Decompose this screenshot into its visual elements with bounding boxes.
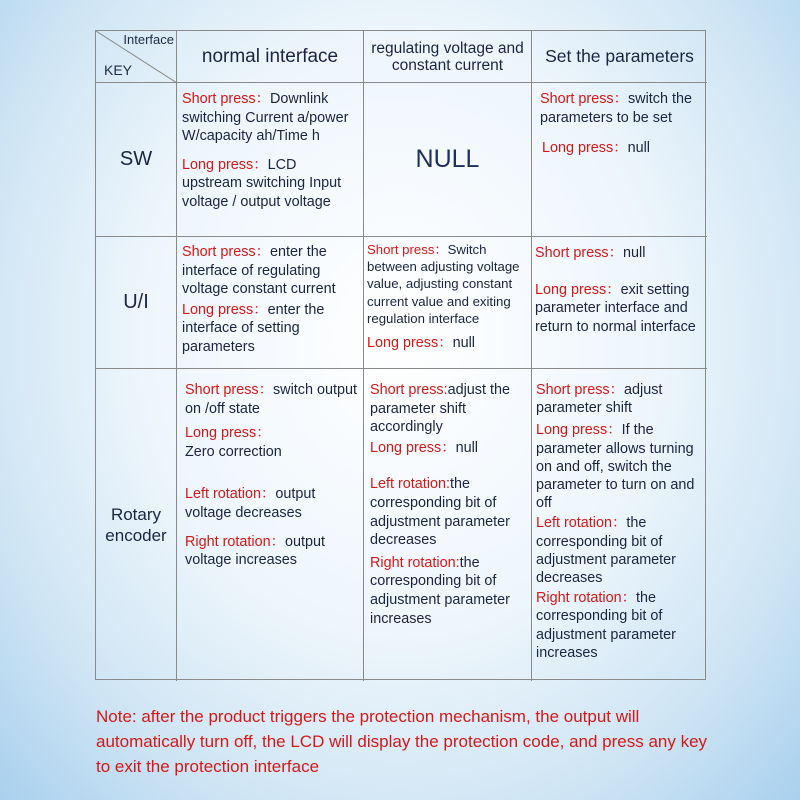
key-function-table <box>95 30 706 680</box>
long-press-text: null <box>452 335 475 352</box>
sw-set-short <box>540 90 703 127</box>
long-press-label: Long press： <box>542 140 628 157</box>
short-press-text: adjust parameter shift <box>536 382 663 417</box>
sw-normal-long <box>182 156 359 212</box>
enc-reg-right <box>370 554 527 628</box>
left-rotation-text: the corresponding bit of adjustment parameter decreases <box>370 476 510 549</box>
protection-note: Note: after the product triggers the protection mechanism, the output will automatically turn off, the LCD will display the protection code, and press any key to exit the protection interface <box>96 707 708 776</box>
header-set-parameters: Set the parameters <box>532 31 707 83</box>
key-sw: SW <box>96 83 177 237</box>
left-rotation-text: the corresponding bit of adjustment parameter decreases <box>536 515 676 587</box>
long-press-label: Long press： <box>185 425 271 442</box>
short-press-text: adjust the parameter shift accordingly <box>370 382 510 436</box>
ui-normal-short <box>182 243 359 299</box>
short-press-label: Short press： <box>367 242 448 257</box>
long-press-text: If the parameter allows turning on and off, switch the parameter to turn on and off <box>536 422 695 512</box>
enc-normal-long <box>185 424 359 461</box>
right-rotation-text: the corresponding bit of adjustment parameter increases <box>370 554 510 627</box>
left-rotation-label: Left rotation： <box>536 515 627 532</box>
short-press-label: Short press： <box>540 91 628 107</box>
left-rotation-label: Left rotation: <box>370 476 450 493</box>
key-rotary-encoder <box>96 369 177 681</box>
ui-normal-long <box>182 301 359 357</box>
enc-normal-left <box>185 485 359 522</box>
long-press-text: LCD upstream switching Input voltage / output voltage <box>182 156 342 210</box>
short-press-text: switch output on /off state <box>185 382 357 417</box>
key-ui: U/I <box>96 237 177 369</box>
short-press-text: Downlink switching Current a/power W/capacity ah/Time h <box>182 91 349 145</box>
encoder-set-params-cell <box>532 369 707 681</box>
long-press-label: Long press： <box>182 301 268 318</box>
ui-set-long <box>535 281 703 337</box>
ui-reg-long <box>367 335 528 352</box>
enc-set-left <box>536 514 703 587</box>
corner-key-label: KEY <box>104 62 133 78</box>
long-press-text: null <box>455 439 478 456</box>
enc-normal-right <box>185 533 359 570</box>
enc-normal-short <box>185 381 359 418</box>
short-press-label: Short press： <box>535 245 623 261</box>
long-press-label: Long press： <box>367 335 453 352</box>
enc-set-short <box>536 381 703 417</box>
sw-normal-cell <box>177 83 364 237</box>
long-press-text: null <box>627 140 650 157</box>
short-press-label: Short press： <box>182 91 270 107</box>
long-press-text: exit setting parameter interface and return to normal interface <box>535 281 696 335</box>
encoder-normal-cell <box>177 369 364 681</box>
key-rotary-line1: Rotary <box>110 505 162 524</box>
enc-set-right <box>536 589 703 662</box>
short-press-text: null <box>622 245 646 261</box>
long-press-label: Long press： <box>182 156 268 173</box>
header-normal-interface: normal interface <box>177 31 364 83</box>
key-rotary-line2: encoder <box>105 526 167 545</box>
right-rotation-label: Right rotation： <box>536 590 636 607</box>
ui-normal-cell <box>177 237 364 369</box>
right-rotation-text: the corresponding bit of adjustment parameter increases <box>536 590 676 661</box>
long-press-label: Long press： <box>535 281 621 298</box>
short-press-label: Short press： <box>182 244 270 260</box>
right-rotation-label: Right rotation: <box>370 554 460 571</box>
long-press-label: Long press： <box>536 422 622 439</box>
table-corner-cell <box>96 31 177 83</box>
short-press-text: switch the parameters to be set <box>540 91 692 126</box>
ui-set-short <box>535 244 703 263</box>
short-press-text: Switch between adjusting voltage value, adjusting constant current value and exiting regulation interface <box>367 242 520 326</box>
short-press-text: enter the interface of regulating voltage constant current <box>182 244 336 298</box>
encoder-regulating-cell <box>364 369 532 681</box>
sw-normal-short <box>182 90 359 146</box>
enc-reg-long <box>370 439 527 458</box>
sw-set-long <box>540 139 703 158</box>
long-press-text: Zero correction <box>185 443 282 460</box>
enc-reg-left <box>370 475 527 549</box>
short-press-label: Short press： <box>536 382 624 398</box>
left-rotation-text: output voltage decreases <box>185 486 316 521</box>
long-press-label: Long press： <box>370 439 456 456</box>
enc-reg-short <box>370 381 527 437</box>
ui-reg-short <box>367 241 528 327</box>
long-press-text: enter the interface of setting parameters <box>182 301 325 355</box>
sw-set-params-cell <box>532 83 707 237</box>
short-press-label: Short press： <box>185 382 273 398</box>
header-regulating: regulating voltage and constant current <box>364 31 532 83</box>
sw-regulating-null: NULL <box>364 83 532 237</box>
right-rotation-text: output voltage increases <box>185 533 325 569</box>
corner-interface-label: Interface <box>123 32 174 47</box>
short-press-label: Short press: <box>370 382 448 398</box>
ui-set-params-cell <box>532 237 707 369</box>
right-rotation-label: Right rotation： <box>185 533 285 550</box>
left-rotation-label: Left rotation： <box>185 486 276 503</box>
enc-set-long <box>536 421 703 512</box>
ui-regulating-cell <box>364 237 532 369</box>
